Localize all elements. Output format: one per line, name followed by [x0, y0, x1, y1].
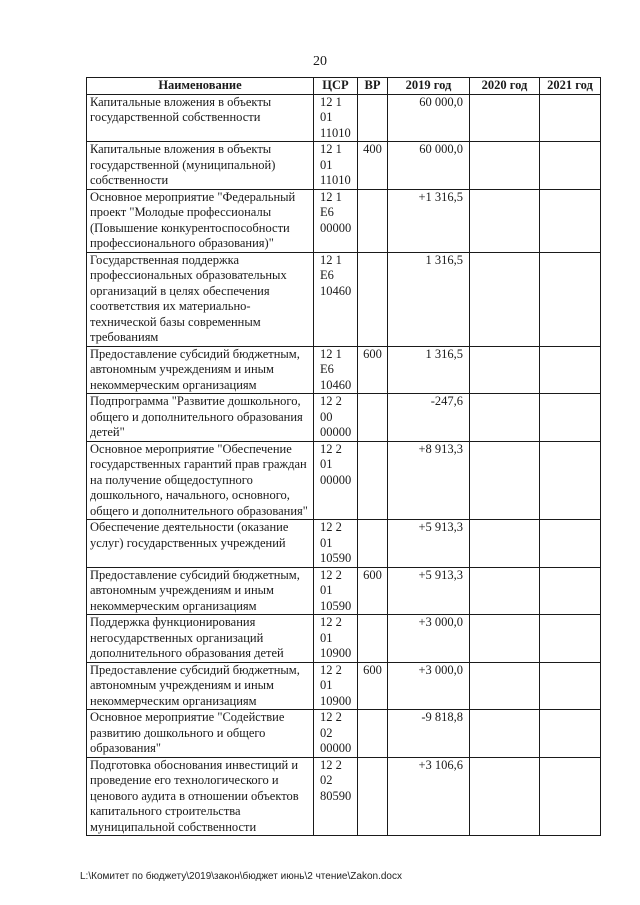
cell-2020	[470, 394, 540, 442]
footer-file-path: L:\Комитет по бюджету\2019\закон\бюджет июнь\2 чтение\Zakon.docx	[80, 871, 402, 882]
cell-2020	[470, 567, 540, 615]
cell-name: Предоставление субсидий бюджетным, автономным учреждениям и иным некоммерческим организациям	[87, 567, 314, 615]
cell-name: Подготовка обоснования инвестиций и проведение его технологического и ценового аудита в отношении объектов капитального строительства муниципальной собственности	[87, 757, 314, 836]
cell-csr: 12 2 02 00000	[314, 710, 358, 758]
cell-vr	[358, 520, 388, 568]
cell-2021	[540, 662, 601, 710]
table-row	[87, 567, 601, 615]
table-row	[87, 142, 601, 190]
table-row	[87, 662, 601, 710]
cell-csr: 12 2 01 10900	[314, 615, 358, 663]
table-body	[87, 94, 601, 836]
cell-2019: +5 913,3	[388, 567, 470, 615]
cell-vr	[358, 757, 388, 836]
cell-csr: 12 2 01 10590	[314, 520, 358, 568]
cell-csr: 12 2 01 10900	[314, 662, 358, 710]
header-csr: ЦСР	[314, 78, 358, 95]
cell-2020	[470, 662, 540, 710]
cell-2019: -247,6	[388, 394, 470, 442]
cell-2021	[540, 394, 601, 442]
cell-2021	[540, 346, 601, 394]
cell-csr: 12 1 Е6 10460	[314, 252, 358, 346]
cell-2020	[470, 346, 540, 394]
table-row	[87, 94, 601, 142]
cell-name: Предоставление субсидий бюджетным, автономным учреждениям и иным некоммерческим организациям	[87, 662, 314, 710]
cell-name: Подпрограмма "Развитие дошкольного, общего и дополнительного образования детей"	[87, 394, 314, 442]
table-row	[87, 346, 601, 394]
cell-csr: 12 1 01 11010	[314, 94, 358, 142]
cell-2019: +3 106,6	[388, 757, 470, 836]
cell-vr	[358, 94, 388, 142]
cell-2021	[540, 615, 601, 663]
cell-2020	[470, 710, 540, 758]
cell-2019: 60 000,0	[388, 94, 470, 142]
cell-name: Предоставление субсидий бюджетным, автономным учреждениям и иным некоммерческим организациям	[87, 346, 314, 394]
cell-csr: 12 1 Е6 10460	[314, 346, 358, 394]
cell-csr: 12 2 01 10590	[314, 567, 358, 615]
cell-2021	[540, 252, 601, 346]
cell-csr: 12 2 02 80590	[314, 757, 358, 836]
cell-name: Капитальные вложения в объекты государственной собственности	[87, 94, 314, 142]
table-header-row	[87, 78, 601, 95]
cell-name: Обеспечение деятельности (оказание услуг) государственных учреждений	[87, 520, 314, 568]
cell-2019: -9 818,8	[388, 710, 470, 758]
header-2020: 2020 год	[470, 78, 540, 95]
cell-name: Поддержка функционирования негосударственных организаций дополнительного образования детей	[87, 615, 314, 663]
cell-vr	[358, 394, 388, 442]
cell-vr	[358, 615, 388, 663]
cell-2021	[540, 94, 601, 142]
cell-vr	[358, 441, 388, 520]
cell-2019: +3 000,0	[388, 662, 470, 710]
cell-2021	[540, 520, 601, 568]
cell-vr	[358, 710, 388, 758]
table-row	[87, 710, 601, 758]
cell-vr: 400	[358, 142, 388, 190]
cell-csr: 12 1 01 11010	[314, 142, 358, 190]
cell-2021	[540, 710, 601, 758]
cell-vr	[358, 252, 388, 346]
cell-2019: +3 000,0	[388, 615, 470, 663]
cell-2021	[540, 567, 601, 615]
table-row	[87, 520, 601, 568]
cell-2019: 1 316,5	[388, 252, 470, 346]
cell-2020	[470, 252, 540, 346]
cell-2020	[470, 520, 540, 568]
cell-name: Капитальные вложения в объекты государственной (муниципальной) собственности	[87, 142, 314, 190]
cell-2021	[540, 757, 601, 836]
budget-table	[86, 77, 601, 836]
cell-vr: 600	[358, 662, 388, 710]
cell-2020	[470, 142, 540, 190]
cell-vr: 600	[358, 346, 388, 394]
cell-2019: +1 316,5	[388, 189, 470, 252]
cell-2020	[470, 441, 540, 520]
table-row	[87, 394, 601, 442]
table-row	[87, 441, 601, 520]
cell-2019: +5 913,3	[388, 520, 470, 568]
cell-2019: +8 913,3	[388, 441, 470, 520]
header-2021: 2021 год	[540, 78, 601, 95]
page-number: 20	[313, 54, 327, 69]
cell-2020	[470, 189, 540, 252]
cell-2020	[470, 94, 540, 142]
cell-2019: 1 316,5	[388, 346, 470, 394]
header-name: Наименование	[87, 78, 314, 95]
cell-2021	[540, 189, 601, 252]
cell-csr: 12 1 Е6 00000	[314, 189, 358, 252]
cell-vr: 600	[358, 567, 388, 615]
cell-vr	[358, 189, 388, 252]
table-row	[87, 615, 601, 663]
cell-csr: 12 2 00 00000	[314, 394, 358, 442]
cell-name: Основное мероприятие "Обеспечение государственных гарантий прав граждан на получение общедоступного дошкольного, начального, основного, общего и дополнительного образования"	[87, 441, 314, 520]
cell-name: Основное мероприятие "Содействие развитию дошкольного и общего образования"	[87, 710, 314, 758]
cell-2019: 60 000,0	[388, 142, 470, 190]
cell-2020	[470, 757, 540, 836]
table-row	[87, 252, 601, 346]
header-2019: 2019 год	[388, 78, 470, 95]
cell-2021	[540, 142, 601, 190]
cell-csr: 12 2 01 00000	[314, 441, 358, 520]
cell-name: Основное мероприятие "Федеральный проект "Молодые профессионалы (Повышение конкурентоспособности профессионального образования)"	[87, 189, 314, 252]
table-row	[87, 757, 601, 836]
header-vr: ВР	[358, 78, 388, 95]
cell-name: Государственная поддержка профессиональных образовательных организаций в целях обеспечения соответствия их материально-технической базы современным требованиям	[87, 252, 314, 346]
cell-2021	[540, 441, 601, 520]
table-row	[87, 189, 601, 252]
cell-2020	[470, 615, 540, 663]
